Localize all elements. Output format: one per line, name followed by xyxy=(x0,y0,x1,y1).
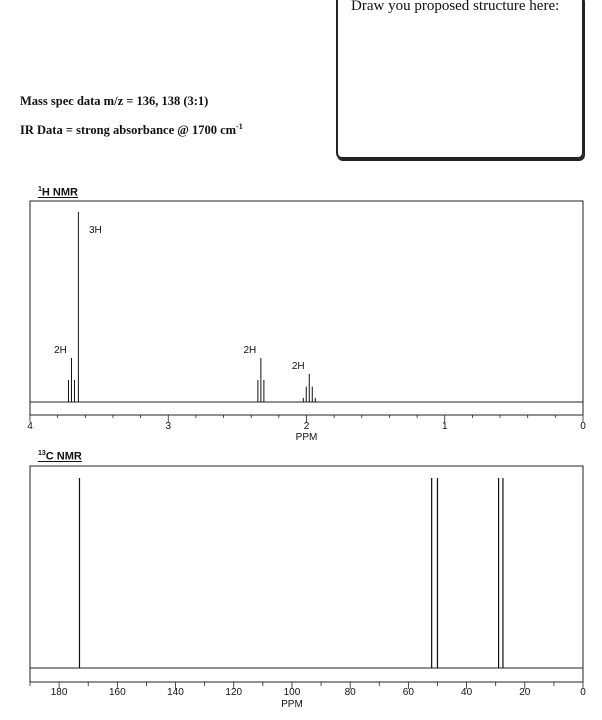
c-nmr-x-axis-label: PPM xyxy=(281,699,303,710)
c-nmr-tick-label: 0 xyxy=(580,687,586,698)
h-nmr-tick-label: 1 xyxy=(441,421,448,432)
c-nmr-title-text: C NMR xyxy=(45,450,82,463)
h-nmr-tick-label: 2 xyxy=(303,421,310,432)
h-nmr-x-axis-label: PPM xyxy=(295,432,318,443)
ir-data-unit-exponent: -1 xyxy=(236,122,243,131)
c-nmr-tick-label: 180 xyxy=(50,687,68,698)
c-nmr-title-sup: 13 xyxy=(38,450,46,457)
c-nmr-tick-label: 20 xyxy=(519,687,531,698)
h-nmr-integration-label: 3H xyxy=(88,225,102,236)
c-nmr-tick-label: 60 xyxy=(402,687,414,698)
h-nmr-tick-label: 0 xyxy=(580,421,586,432)
h-nmr-integration-label: 2H xyxy=(54,345,67,356)
ir-data-text: IR Data = strong absorbance @ 1700 cm xyxy=(20,123,237,138)
c-nmr-tick-label: 40 xyxy=(461,687,473,698)
mass-spec-data: Mass spec data m/z = 136, 138 (3:1) xyxy=(20,94,209,108)
h-nmr-tick-label: 4 xyxy=(27,421,33,432)
h-nmr-integration-label: 2H xyxy=(243,345,257,356)
h-nmr-tick-label: 3 xyxy=(165,421,172,432)
c-nmr-tick-label: 120 xyxy=(225,687,243,698)
c-nmr-tick-label: 140 xyxy=(167,687,184,698)
c-nmr-tick-label: 100 xyxy=(283,687,301,698)
structure-box-label: Draw you proposed structure here: xyxy=(351,0,560,14)
c-nmr-tick-label: 160 xyxy=(108,687,126,698)
c-nmr-plot-frame xyxy=(30,466,583,682)
h-nmr-title-text: H NMR xyxy=(41,186,78,199)
c-nmr-tick-label: 80 xyxy=(344,687,356,698)
h-nmr-title-sup: 1 xyxy=(38,186,42,193)
h-nmr-integration-label: 2H xyxy=(291,361,305,372)
